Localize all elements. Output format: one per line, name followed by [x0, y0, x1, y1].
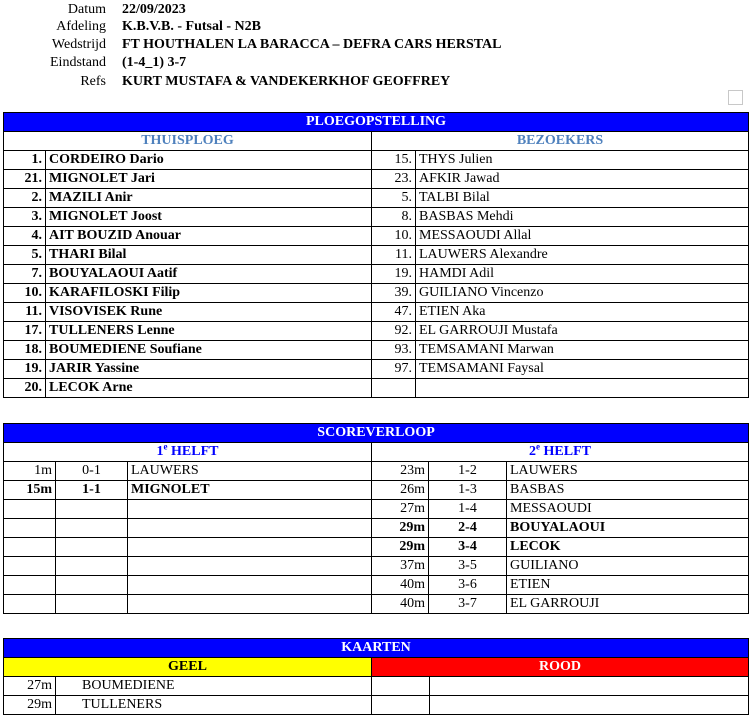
away-player-number: 15.: [372, 151, 416, 170]
goal-minute: 37m: [372, 557, 429, 576]
goal-minute: [4, 557, 56, 576]
home-player-number: 4.: [4, 227, 46, 246]
home-player-name: BOUYALAOUI Aatif: [46, 265, 372, 284]
goal-scorer: [128, 557, 372, 576]
first-half-text: HELFT: [171, 444, 219, 459]
away-player-name: GUILIANO Vincenzo: [416, 284, 749, 303]
home-player-number: 17.: [4, 322, 46, 341]
goal-score: 3-5: [429, 557, 507, 576]
away-player-name: AFKIR Jawad: [416, 170, 749, 189]
yellow-card-player: TULLENERS: [56, 696, 372, 715]
score-row: [4, 500, 749, 519]
score-title-row: [4, 424, 749, 443]
goal-minute: 26m: [372, 481, 429, 500]
lineup-row: [4, 151, 749, 170]
lineup-row: [4, 322, 749, 341]
home-player-name: VISOVISEK Rune: [46, 303, 372, 322]
away-player-number: 11.: [372, 246, 416, 265]
header-row-refs: [0, 72, 751, 91]
lineup-row: [4, 208, 749, 227]
red-card-minute: [372, 677, 430, 696]
home-player-name: LECOK Arne: [46, 379, 372, 398]
cards-color-header-row: [4, 658, 749, 677]
goal-minute: 1m: [4, 462, 56, 481]
red-card-player: [430, 696, 749, 715]
lineup-row: [4, 379, 749, 398]
lineup-row: [4, 341, 749, 360]
second-half-number: 2: [529, 444, 537, 459]
goal-scorer: [128, 576, 372, 595]
score-half-header-row: [4, 443, 749, 462]
home-player-number: 10.: [4, 284, 46, 303]
yellow-cards-label: GEEL: [4, 658, 372, 677]
goal-minute: [4, 538, 56, 557]
away-player-name: BASBAS Mehdi: [416, 208, 749, 227]
away-player-name: HAMDI Adil: [416, 265, 749, 284]
home-player-name: TULLENERS Lenne: [46, 322, 372, 341]
goal-scorer: [128, 595, 372, 614]
home-team-label: THUISPLOEG: [4, 132, 372, 151]
lineup-title: PLOEGOPSTELLING: [4, 113, 749, 132]
goal-score: [56, 576, 128, 595]
away-player-number: 8.: [372, 208, 416, 227]
header-label: Refs: [80, 74, 106, 89]
goal-minute: 40m: [372, 576, 429, 595]
score-row: [4, 481, 749, 500]
home-player-number: 18.: [4, 341, 46, 360]
header-value: (1-4_1) 3-7: [122, 55, 187, 70]
yellow-card-minute: 29m: [4, 696, 56, 715]
red-cards-label: ROOD: [372, 658, 749, 677]
score-table: [3, 423, 749, 614]
away-player-number: [372, 379, 416, 398]
goal-score: 1-3: [429, 481, 507, 500]
goal-scorer: BOUYALAOUI: [507, 519, 749, 538]
goal-score: [56, 519, 128, 538]
goal-score: [56, 538, 128, 557]
home-player-number: 2.: [4, 189, 46, 208]
goal-scorer: [128, 538, 372, 557]
home-player-number: 1.: [4, 151, 46, 170]
home-player-name: KARAFILOSKI Filip: [46, 284, 372, 303]
second-half-superscript: e: [536, 442, 541, 452]
away-player-number: 93.: [372, 341, 416, 360]
away-player-number: 92.: [372, 322, 416, 341]
card-row: [4, 696, 749, 715]
goal-minute: [4, 576, 56, 595]
lineup-row: [4, 265, 749, 284]
home-player-number: 11.: [4, 303, 46, 322]
home-player-name: MIGNOLET Jari: [46, 170, 372, 189]
goal-scorer: LAUWERS: [507, 462, 749, 481]
goal-scorer: EL GARROUJI: [507, 595, 749, 614]
away-team-label: BEZOEKERS: [372, 132, 749, 151]
goal-scorer: LECOK: [507, 538, 749, 557]
goal-scorer: MIGNOLET: [128, 481, 372, 500]
score-row: [4, 576, 749, 595]
goal-scorer: ETIEN: [507, 576, 749, 595]
home-player-name: MIGNOLET Joost: [46, 208, 372, 227]
lineup-row: [4, 360, 749, 379]
away-player-number: 97.: [372, 360, 416, 379]
away-player-name: [416, 379, 749, 398]
away-player-number: 23.: [372, 170, 416, 189]
header-row-afdeling: [0, 17, 751, 36]
header-value: K.B.V.B. - Futsal - N2B: [122, 19, 261, 34]
red-card-player: [430, 677, 749, 696]
score-row: [4, 519, 749, 538]
lineup-row: [4, 246, 749, 265]
goal-minute: [4, 500, 56, 519]
away-player-name: TALBI Bilal: [416, 189, 749, 208]
goal-scorer: [128, 500, 372, 519]
lineup-table: [3, 112, 749, 398]
header-row-eindstand: [0, 53, 751, 72]
home-player-name: CORDEIRO Dario: [46, 151, 372, 170]
lineup-row: [4, 303, 749, 322]
away-player-number: 19.: [372, 265, 416, 284]
goal-score: [56, 500, 128, 519]
home-player-name: THARI Bilal: [46, 246, 372, 265]
goal-minute: 29m: [372, 538, 429, 557]
lineup-row: [4, 227, 749, 246]
away-player-number: 47.: [372, 303, 416, 322]
away-player-name: EL GARROUJI Mustafa: [416, 322, 749, 341]
goal-score: 2-4: [429, 519, 507, 538]
goal-scorer: BASBAS: [507, 481, 749, 500]
home-player-name: MAZILI Anir: [46, 189, 372, 208]
card-row: [4, 677, 749, 696]
goal-score: 1-2: [429, 462, 507, 481]
red-card-minute: [372, 696, 430, 715]
goal-minute: 29m: [372, 519, 429, 538]
goal-score: [56, 595, 128, 614]
home-player-name: AIT BOUZID Anouar: [46, 227, 372, 246]
first-half-label: [4, 443, 372, 462]
second-half-text: HELFT: [543, 444, 592, 459]
home-player-number: 3.: [4, 208, 46, 227]
first-half-superscript: e: [163, 442, 168, 452]
first-half-number: 1: [156, 444, 164, 459]
goal-score: 0-1: [56, 462, 128, 481]
cards-title-row: [4, 639, 749, 658]
away-player-name: LAUWERS Alexandre: [416, 246, 749, 265]
lineup-row: [4, 170, 749, 189]
cards-title: KAARTEN: [4, 639, 749, 658]
home-player-number: 7.: [4, 265, 46, 284]
goal-minute: 23m: [372, 462, 429, 481]
goal-score: 3-4: [429, 538, 507, 557]
yellow-card-minute: 27m: [4, 677, 56, 696]
score-row: [4, 557, 749, 576]
score-row: [4, 462, 749, 481]
away-player-number: 5.: [372, 189, 416, 208]
home-player-name: JARIR Yassine: [46, 360, 372, 379]
goal-score: 3-6: [429, 576, 507, 595]
score-row: [4, 538, 749, 557]
home-player-number: 21.: [4, 170, 46, 189]
home-player-name: BOUMEDIENE Soufiane: [46, 341, 372, 360]
goal-minute: 27m: [372, 500, 429, 519]
away-player-name: THYS Julien: [416, 151, 749, 170]
goal-minute: [4, 519, 56, 538]
home-player-number: 5.: [4, 246, 46, 265]
away-player-name: ETIEN Aka: [416, 303, 749, 322]
checkbox[interactable]: [728, 90, 743, 105]
header-label: Afdeling: [56, 19, 106, 34]
goal-scorer: [128, 519, 372, 538]
away-player-number: 10.: [372, 227, 416, 246]
yellow-card-player: BOUMEDIENE: [56, 677, 372, 696]
cards-table: [3, 638, 749, 715]
away-player-name: TEMSAMANI Marwan: [416, 341, 749, 360]
header-value: 22/09/2023: [122, 2, 186, 17]
score-title: SCOREVERLOOP: [4, 424, 749, 443]
lineup-title-row: [4, 113, 749, 132]
header-value: KURT MUSTAFA & VANDEKERKHOF GEOFFREY: [122, 74, 451, 89]
header-label: Wedstrijd: [51, 37, 106, 52]
goal-scorer: LAUWERS: [128, 462, 372, 481]
goal-score: [56, 557, 128, 576]
goal-score: 1-4: [429, 500, 507, 519]
score-row: [4, 595, 749, 614]
second-half-label: [372, 443, 749, 462]
home-player-number: 20.: [4, 379, 46, 398]
header-label: Eindstand: [50, 55, 106, 70]
header-value: FT HOUTHALEN LA BARACCA – DEFRA CARS HERSTAL: [122, 37, 502, 52]
lineup-row: [4, 284, 749, 303]
away-player-number: 39.: [372, 284, 416, 303]
goal-score: 3-7: [429, 595, 507, 614]
goal-minute: 15m: [4, 481, 56, 500]
lineup-subheader-row: [4, 132, 749, 151]
goal-minute: 40m: [372, 595, 429, 614]
goal-minute: [4, 595, 56, 614]
goal-scorer: GUILIANO: [507, 557, 749, 576]
home-player-number: 19.: [4, 360, 46, 379]
away-player-name: MESSAOUDI Allal: [416, 227, 749, 246]
goal-score: 1-1: [56, 481, 128, 500]
header-row-wedstrijd: [0, 35, 751, 54]
lineup-row: [4, 189, 749, 208]
goal-scorer: MESSAOUDI: [507, 500, 749, 519]
away-player-name: TEMSAMANI Faysal: [416, 360, 749, 379]
header-label: Datum: [67, 2, 106, 17]
